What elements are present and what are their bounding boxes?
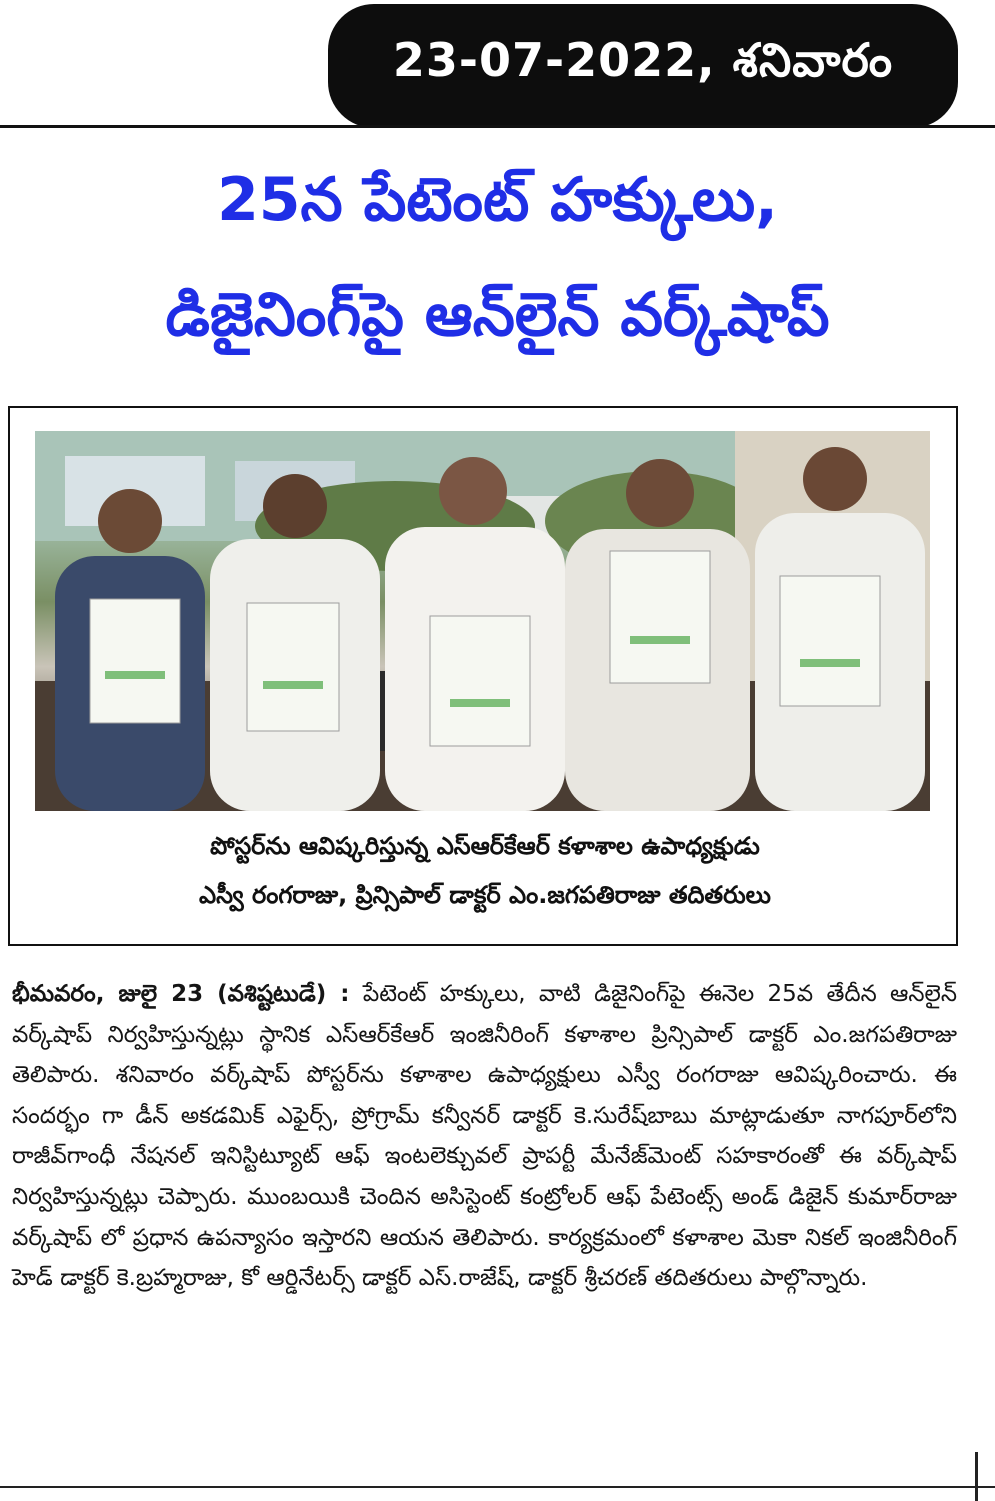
frame-edge	[975, 1452, 978, 1501]
headline-line-1: 25న పేటెంట్ హక్కులు,	[217, 165, 778, 235]
news-photo	[35, 431, 930, 811]
photo-box	[8, 406, 958, 946]
article-dateline: భీమవరం, జులై 23 (వశిష్టటుడే) :	[12, 981, 350, 1007]
headline-line-2: డిజైనింగ్‌పై ఆన్‌లైన్ వర్క్‌షాప్	[165, 280, 830, 350]
article-text: పేటెంట్ హక్కులు, వాటి డిజైనింగ్‌పై ఈనెల 25వ తేదీన ఆన్‌లైన్ వర్క్‌షాప్ నిర్వహిస్తున్నట్లు స్థానిక ఎస్ఆర్‌కేఆర్ ఇంజినీరింగ్ కళాశాల ప్రిన్సిపాల్ డాక్టర్ ఎం.జగపతిరాజు తెలిపారు. శనివారం వర్క్‌షాప్ పోస్టర్‌ను కళాశాల ఉపాధ్యక్షులు ఎస్వీ రంగరాజు ఆవిష్కరించారు. ఈ సందర్భం గా డీన్ అకడమిక్ ఎఫైర్స్, ప్రోగ్రామ్ కన్వీనర్ డాక్టర్ కె.సురేష్‌బాబు మాట్లాడుతూ నాగపూర్‌లోని రాజీవ్‌గాంధీ నేషనల్ ఇనిస్టిట్యూట్ ఆఫ్ ఇంటలెక్చువల్ ప్రాపర్టీ మేనేజ్‌మెంట్ సహకారంతో ఈ వర్క్‌షాప్ నిర్వహిస్తున్నట్లు చెప్పారు. ముంబయికి చెందిన అసిస్టెంట్ కంట్రోలర్ ఆఫ్ పేటెంట్స్ అండ్ డిజైన్ కుమార్‌రాజు వర్క్‌షాప్ లో ప్రధాన ఉపన్యాసం ఇస్తారని ఆయన తెలిపారు. కార్యక్రమంలో కళాశాల మెకా నికల్ ఇంజినీరింగ్ హెడ్ డాక్టర్ కె.బ్రహ్మరాజు, కో ఆర్డినేటర్స్ డాక్టర్ ఎస్.రాజేష్, డాక్టర్ శ్రీచరణ్ తదితరులు పాల్గొన్నారు.	[12, 981, 958, 1292]
date-text: 23-07-2022, శనివారం	[392, 33, 894, 87]
photo-illustration	[35, 431, 930, 811]
bottom-divider	[0, 1486, 995, 1488]
header-divider	[0, 125, 995, 128]
date-banner	[328, 4, 958, 128]
photo-caption-line-1: పోస్టర్‌ను ఆవిష్కరిస్తున్న ఎస్ఆర్‌కేఆర్ కళాశాల ఉపాధ్యక్షుడు	[210, 832, 760, 860]
article-body	[12, 974, 957, 1299]
photo-caption-line-2: ఎస్వీ రంగరాజు, ప్రిన్సిపాల్ డాక్టర్ ఎం.జగపతిరాజు తదితరులు	[199, 881, 771, 909]
